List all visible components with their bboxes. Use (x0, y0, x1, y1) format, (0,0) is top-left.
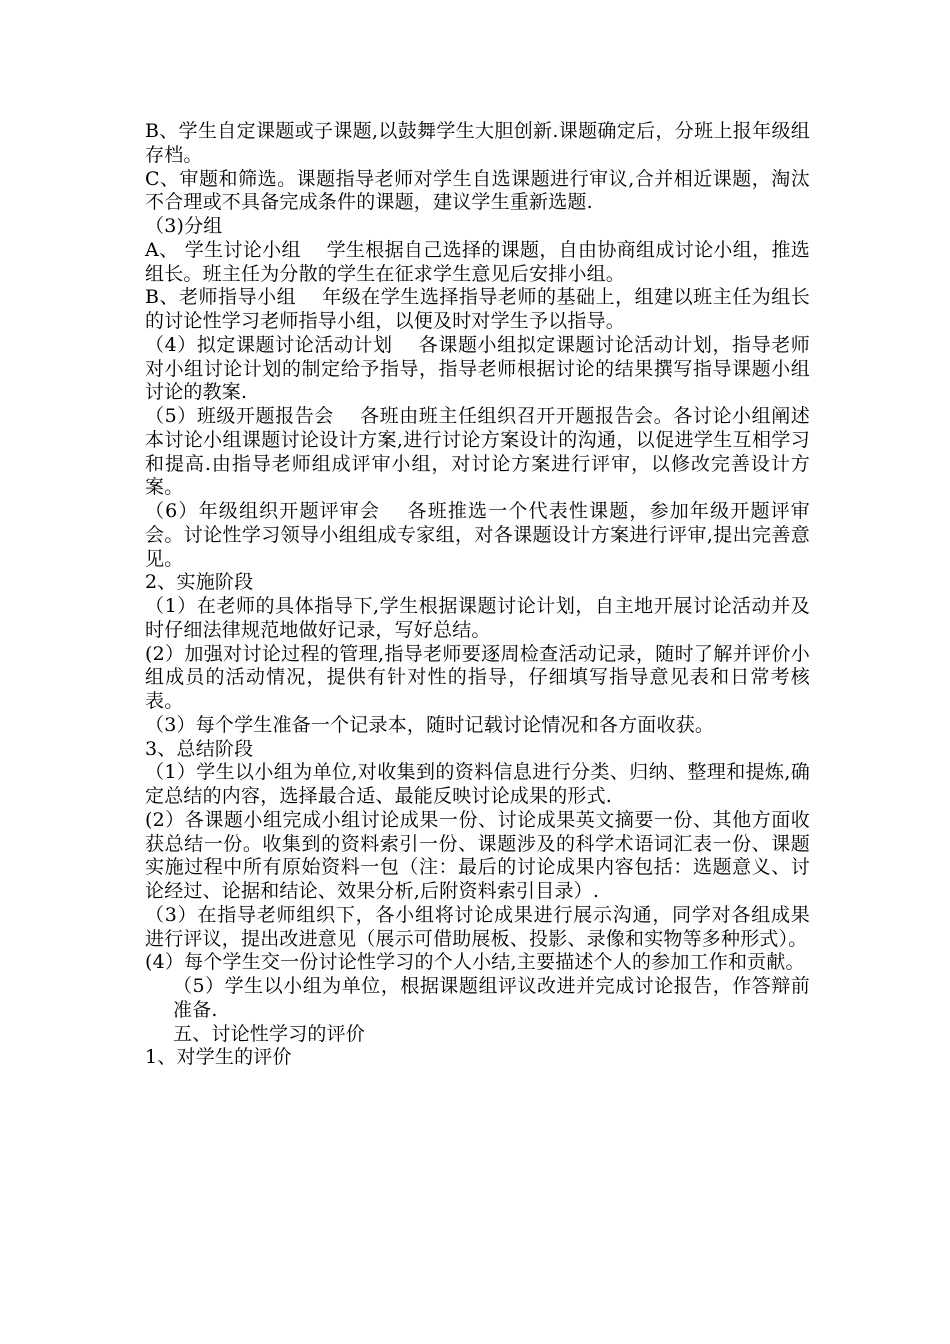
document-body (145, 120, 810, 1070)
paragraph-a-student-groups: A、 学生讨论小组 学生根据自己选择的课题，自由协商组成讨论小组，推选组长。班主任为分散的学生在征求学生意见后安排小组。 (145, 238, 810, 285)
section-heading-evaluation: 五、讨论性学习的评价 (173, 1022, 366, 1045)
paragraph-c-review-screening: C、审题和筛选。课题指导老师对学生自选课题进行审议,合并相近课题，淘汰不合理或不具备完成条件的课题，建议学生重新选题. (145, 167, 810, 214)
paragraph-summary-1: （1）学生以小组为单位,对收集到的资料信息进行分类、归纳、整理和提炼,确定总结的内容，选择最合适、最能反映讨论成果的形式. (145, 761, 810, 807)
paragraph-b-custom-topics: B、学生自定课题或子课题,以鼓舞学生大胆创新.课题确定后，分班上报年级组存档。 (145, 120, 810, 166)
paragraph-impl-3: （3）每个学生准备一个记录本，随时记载讨论情况和各方面收获。 (145, 713, 715, 736)
paragraph-grade-review: （6）年级组织开题评审会 各班推选一个代表性课题，参加年级开题评审会。讨论性学习领导小组组成专家组，对各课题设计方案进行评审,提出完善意见。 (145, 500, 810, 570)
paragraph-b-teacher-groups: B、老师指导小组 年级在学生选择指导老师的基础上，组建以班主任为组长的讨论性学习老师指导小组，以便及时对学生予以指导。 (145, 286, 810, 332)
paragraph-impl-2: (2）加强对讨论过程的管理,指导老师要逐周检查活动记录，随时了解并评价小组成员的活动情况，提供有针对性的指导，仔细填写指导意见表和日常考核表。 (145, 642, 810, 712)
paragraph-summary-3: （3）在指导老师组织下，各小组将讨论成果进行展示沟通，同学对各组成果进行评议，提出改进意见（展示可借助展板、投影、录像和实物等多种形式）。 (145, 903, 810, 950)
paragraph-summary-4: (4）每个学生交一份讨论性学习的个人小结,主要描述个人的参加工作和贡献。 (145, 951, 805, 974)
subsection-heading-student-evaluation: 1、对学生的评价 (145, 1046, 292, 1069)
paragraph-summary-5: （5）学生以小组为单位，根据课题组评议改进并完成讨论报告，作答辩前准备. (173, 975, 810, 1021)
section-heading-implementation: 2、实施阶段 (145, 571, 254, 594)
paragraph-grouping-heading: （3)分组 (145, 215, 223, 237)
section-heading-summary: 3、总结阶段 (145, 737, 254, 760)
paragraph-class-opening-report: （5）班级开题报告会 各班由班主任组织召开开题报告会。各讨论小组阐述本讨论小组课题讨论设计方案,进行讨论方案设计的沟通，以促进学生互相学习和提高.由指导老师组成评审小组，对讨论方案进行评审，以修改完善设计方案。 (145, 405, 810, 499)
paragraph-summary-2: (2）各课题小组完成小组讨论成果一份、讨论成果英文摘要一份、其他方面收获总结一份。收集到的资料索引一份、课题涉及的科学术语词汇表一份、课题实施过程中所有原始资料一包（注：最后的讨论成果内容包括：选题意义、讨论经过、论据和结论、效果分析,后附资料索引目录）. (145, 808, 810, 902)
paragraph-impl-1: （1）在老师的具体指导下,学生根据课题讨论计划，自主地开展讨论活动并及时仔细法律规范地做好记录，写好总结。 (145, 595, 810, 641)
paragraph-activity-plan: （4）拟定课题讨论活动计划 各课题小组拟定课题讨论活动计划，指导老师对小组讨论计划的制定给予指导，指导老师根据讨论的结果撰写指导课题小组讨论的教案. (145, 333, 810, 404)
